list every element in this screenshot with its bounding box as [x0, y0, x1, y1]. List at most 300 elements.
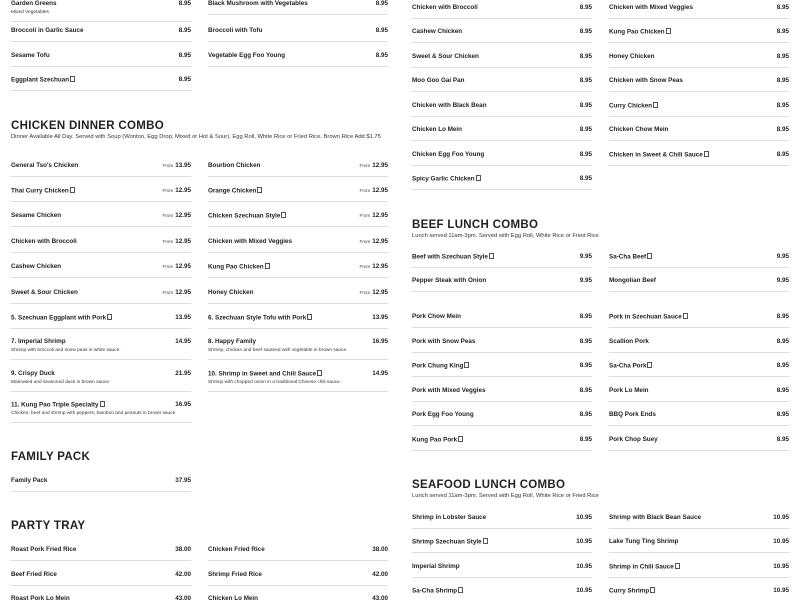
- menu-item[interactable]: [11, 187, 191, 207]
- menu-item[interactable]: [412, 587, 592, 600]
- from-label: From: [359, 239, 371, 244]
- menu-item[interactable]: [208, 595, 388, 600]
- menu-item-price: [163, 263, 191, 270]
- menu-item-price: [777, 53, 789, 60]
- menu-item[interactable]: [412, 4, 592, 24]
- menu-item-price-value: 8.95: [776, 338, 789, 345]
- menu-item[interactable]: [208, 338, 388, 360]
- menu-item-name: 6. Szechuan Style Tofu with Pork: [208, 314, 312, 322]
- from-label: From: [162, 163, 174, 168]
- spicy-icon: [100, 401, 105, 407]
- item-divider: [11, 585, 191, 586]
- menu-item[interactable]: [11, 212, 191, 232]
- menu-item[interactable]: [609, 277, 789, 297]
- menu-item[interactable]: [412, 175, 592, 195]
- menu-item-price: [360, 212, 388, 219]
- menu-item[interactable]: [208, 370, 388, 392]
- menu-item-price: [773, 587, 789, 594]
- item-divider: [609, 165, 789, 166]
- menu-item-name: Orange Chicken: [208, 187, 262, 195]
- menu-item[interactable]: [412, 277, 592, 297]
- item-divider: [208, 303, 388, 304]
- menu-item-name: Roast Pork Fried Rice: [11, 546, 77, 553]
- menu-item[interactable]: [412, 338, 592, 358]
- menu-item[interactable]: [412, 151, 592, 171]
- menu-item-price: [580, 277, 592, 284]
- section-title-beef-lunch-combo: BEEF LUNCH COMBO: [412, 219, 539, 231]
- menu-item-price: [175, 401, 191, 408]
- menu-item-price: [372, 314, 388, 321]
- spicy-icon: [489, 253, 494, 259]
- menu-item-price: [777, 77, 789, 84]
- menu-item[interactable]: [11, 546, 191, 566]
- menu-item[interactable]: [11, 595, 191, 600]
- item-divider: [208, 277, 388, 278]
- menu-item-description: Shrimp with chopped onion in a traditional Chinese chili sauce.: [208, 380, 342, 385]
- menu-item-price-value: 8.95: [776, 313, 789, 320]
- menu-item-name: Curry Shrimp: [609, 587, 655, 595]
- menu-item[interactable]: [11, 401, 191, 423]
- menu-item-price-value: 8.95: [579, 77, 592, 84]
- menu-item-price-value: 8.95: [579, 387, 592, 394]
- menu-item-price: [580, 253, 592, 260]
- menu-item[interactable]: [208, 27, 388, 47]
- menu-item-price-value: 8.95: [776, 102, 789, 109]
- menu-item-name: Sa-Cha Beef: [609, 253, 652, 261]
- menu-item[interactable]: [412, 28, 592, 48]
- menu-item-name: Broccoli with Tofu: [208, 27, 263, 34]
- menu-item-name: Shrimp in Lobster Sauce: [412, 514, 487, 521]
- menu-item[interactable]: [208, 289, 388, 309]
- spicy-icon: [257, 187, 262, 193]
- menu-item-price: [175, 338, 191, 345]
- menu-item-price: [576, 514, 592, 521]
- menu-item-name: Chicken in Sweet & Chili Sauce: [609, 151, 709, 159]
- menu-item-name: Bourbon Chicken: [208, 162, 261, 169]
- menu-item-name: Chicken with Broccoli: [412, 4, 478, 11]
- menu-item-price: [777, 411, 789, 418]
- spicy-icon: [683, 313, 688, 319]
- menu-item-price-value: 10.95: [576, 587, 592, 594]
- menu-item-name: Pork Chung King: [412, 362, 469, 370]
- item-divider: [609, 425, 789, 426]
- item-divider: [208, 41, 388, 42]
- menu-item-price: [163, 212, 191, 219]
- menu-item[interactable]: [11, 370, 191, 392]
- menu-item-price-value: 16.95: [175, 401, 191, 408]
- item-divider: [412, 352, 592, 353]
- item-divider: [208, 359, 388, 360]
- item-divider: [11, 303, 191, 304]
- menu-item-price-value: 8.95: [579, 313, 592, 320]
- menu-item-name: Pepper Steak with Onion: [412, 277, 487, 284]
- menu-item-name: Curry Chicken: [609, 102, 658, 110]
- menu-item[interactable]: [609, 28, 789, 48]
- menu-item-price-value: 8.95: [776, 436, 789, 443]
- menu-item[interactable]: [609, 411, 789, 431]
- menu-item-price-value: 8.95: [776, 53, 789, 60]
- menu-item[interactable]: [208, 187, 388, 207]
- menu-item[interactable]: [412, 411, 592, 431]
- menu-item-name: Cashew Chicken: [11, 263, 62, 270]
- menu-item-price: [777, 126, 789, 133]
- menu-item[interactable]: [11, 52, 191, 72]
- item-divider: [412, 291, 592, 292]
- menu-item-price: [372, 370, 388, 377]
- menu-item-price: [773, 538, 789, 545]
- menu-item-price: [179, 0, 191, 7]
- item-divider: [609, 577, 789, 578]
- item-divider: [11, 201, 191, 202]
- item-divider: [208, 226, 388, 227]
- item-divider: [412, 327, 592, 328]
- item-divider: [208, 176, 388, 177]
- menu-item-name: Chicken Lo Mein: [412, 126, 463, 133]
- menu-item-price-value: 8.95: [178, 52, 191, 59]
- from-label: From: [162, 213, 174, 218]
- item-divider: [412, 577, 592, 578]
- menu-item-price-value: 8.95: [776, 151, 789, 158]
- spicy-icon: [281, 212, 286, 218]
- item-divider: [11, 41, 191, 42]
- menu-item-price-value: 13.95: [175, 162, 191, 169]
- item-divider: [208, 328, 388, 329]
- menu-item-price-value: 10.95: [576, 563, 592, 570]
- menu-item[interactable]: [11, 162, 191, 182]
- item-divider: [412, 18, 592, 19]
- item-divider: [609, 401, 789, 402]
- menu-item[interactable]: [208, 52, 388, 72]
- menu-item-name: Spicy Garlic Chicken: [412, 175, 481, 183]
- menu-item[interactable]: [609, 126, 789, 146]
- menu-item-name: 11. Kung Pao Triple Specialty: [11, 401, 105, 409]
- menu-item-price: [580, 338, 592, 345]
- menu-item[interactable]: [11, 76, 191, 96]
- menu-item-description: Shrimp with broccoli and snow peas in white sauce.: [11, 348, 121, 353]
- menu-item-price-value: 9.95: [776, 253, 789, 260]
- from-label: From: [359, 213, 371, 218]
- item-divider: [11, 66, 191, 67]
- menu-item-name: BBQ Pork Ends: [609, 411, 656, 418]
- item-divider: [208, 66, 388, 67]
- menu-item-price: [773, 514, 789, 521]
- menu-item-price-value: 43.00: [175, 595, 191, 600]
- menu-item-price-value: 42.00: [372, 571, 388, 578]
- menu-item-price-value: 12.95: [372, 238, 388, 245]
- menu-item-name: Sweet & Sour Chicken: [11, 289, 78, 296]
- menu-item[interactable]: [208, 263, 388, 283]
- item-divider: [609, 140, 789, 141]
- menu-item[interactable]: [609, 436, 789, 456]
- menu-item[interactable]: [11, 338, 191, 360]
- menu-item-name: Chicken with Broccoli: [11, 238, 77, 245]
- menu-item-price-value: 12.95: [372, 263, 388, 270]
- menu-item-name: Honey Chicken: [609, 53, 655, 60]
- item-divider: [609, 450, 789, 451]
- menu-item[interactable]: [609, 587, 789, 600]
- menu-item[interactable]: [412, 362, 592, 382]
- menu-item-name: Honey Chicken: [208, 289, 254, 296]
- item-divider: [412, 140, 592, 141]
- menu-item-name: Sesame Tofu: [11, 52, 50, 59]
- menu-item[interactable]: [208, 0, 388, 20]
- menu-item[interactable]: [208, 571, 388, 591]
- menu-item-description: Shrimp, chicken and beef sauteed with vegetable in brown sauce.: [208, 348, 348, 353]
- left-menu-column: [11, 0, 391, 600]
- item-divider: [609, 327, 789, 328]
- menu-item[interactable]: [609, 102, 789, 122]
- menu-item-price: [777, 436, 789, 443]
- menu-item-price: [580, 53, 592, 60]
- menu-item-name: Imperial Shrimp: [412, 563, 460, 570]
- menu-item[interactable]: [208, 212, 388, 232]
- menu-item-name: Sesame Chicken: [11, 212, 62, 219]
- menu-item[interactable]: [609, 313, 789, 333]
- menu-item-name: Broccoli in Garlic Sauce: [11, 27, 84, 34]
- menu-item[interactable]: [609, 77, 789, 97]
- menu-item-price-value: 8.95: [579, 53, 592, 60]
- menu-item-name: Pork in Szechuan Sauce: [609, 313, 688, 321]
- menu-item[interactable]: [11, 571, 191, 591]
- menu-item-price: [576, 538, 592, 545]
- menu-item[interactable]: [11, 238, 191, 258]
- menu-item-price-value: 10.95: [773, 514, 789, 521]
- menu-item-price-value: 8.95: [776, 126, 789, 133]
- menu-item-price-value: 9.95: [579, 277, 592, 284]
- menu-item[interactable]: [412, 77, 592, 97]
- menu-item-price: [773, 563, 789, 570]
- spicy-icon: [458, 436, 463, 442]
- menu-item[interactable]: [11, 0, 191, 22]
- menu-item-price-value: 8.95: [178, 27, 191, 34]
- menu-item-price: [777, 277, 789, 284]
- menu-item[interactable]: [11, 27, 191, 47]
- menu-item[interactable]: [609, 563, 789, 583]
- menu-item[interactable]: [412, 53, 592, 73]
- from-label: From: [162, 264, 174, 269]
- menu-item[interactable]: [609, 538, 789, 558]
- menu-item-name: 5. Szechuan Eggplant with Pork: [11, 314, 112, 322]
- spicy-icon: [675, 563, 680, 569]
- menu-item-price-value: 14.95: [175, 338, 191, 345]
- menu-item-price-value: 8.95: [579, 436, 592, 443]
- menu-item-price-value: 10.95: [773, 587, 789, 594]
- menu-item-name: Kung Pao Pork: [412, 436, 463, 444]
- menu-item[interactable]: [208, 546, 388, 566]
- menu-item-name: Cashew Chicken: [412, 28, 463, 35]
- menu-item-price-value: 12.95: [372, 187, 388, 194]
- menu-item[interactable]: [609, 4, 789, 24]
- menu-item-name: Beef with Szechuan Style: [412, 253, 494, 261]
- item-divider: [412, 552, 592, 553]
- item-divider: [412, 67, 592, 68]
- menu-item-name: Mongolian Beef: [609, 277, 656, 284]
- menu-item-price: [580, 77, 592, 84]
- menu-item-price: [576, 587, 592, 594]
- item-divider: [412, 267, 592, 268]
- item-divider: [609, 116, 789, 117]
- from-label: From: [359, 163, 371, 168]
- item-divider: [609, 42, 789, 43]
- menu-item-price-value: 14.95: [372, 370, 388, 377]
- menu-item-price-value: 38.00: [372, 546, 388, 553]
- menu-item-name: Thai Curry Chicken: [11, 187, 75, 195]
- menu-item-price: [163, 289, 191, 296]
- menu-item[interactable]: [412, 126, 592, 146]
- menu-item[interactable]: [208, 238, 388, 258]
- menu-item-name: Scallion Pork: [609, 338, 649, 345]
- menu-item-price-value: 8.95: [579, 102, 592, 109]
- item-divider: [609, 352, 789, 353]
- menu-item[interactable]: [609, 253, 789, 273]
- menu-item-price: [777, 28, 789, 35]
- menu-item-price-value: 16.95: [372, 338, 388, 345]
- menu-item[interactable]: [609, 387, 789, 407]
- menu-item[interactable]: [609, 514, 789, 534]
- menu-item-name: 8. Happy Family: [208, 338, 256, 345]
- menu-item-price-value: 8.95: [776, 387, 789, 394]
- menu-item-name: Shrimp Fried Rice: [208, 571, 262, 578]
- menu-item[interactable]: [609, 151, 789, 171]
- menu-item-name: Roast Pork Lo Mein: [11, 595, 70, 600]
- menu-item-name: Lake Tung Ting Shrimp: [609, 538, 679, 545]
- menu-item[interactable]: [609, 362, 789, 382]
- menu-item[interactable]: [412, 102, 592, 122]
- menu-item-price-value: 10.95: [576, 514, 592, 521]
- menu-item-price-value: 37.95: [175, 477, 191, 484]
- spicy-icon: [464, 362, 469, 368]
- item-divider: [412, 425, 592, 426]
- menu-item-price: [580, 411, 592, 418]
- from-label: From: [359, 264, 371, 269]
- menu-item-price: [372, 546, 388, 553]
- section-title-family-pack: FAMILY PACK: [11, 451, 91, 463]
- menu-item-price: [175, 571, 191, 578]
- menu-item-price: [376, 0, 388, 7]
- item-divider: [11, 560, 191, 561]
- item-divider: [609, 552, 789, 553]
- menu-item-price-value: 43.00: [372, 595, 388, 600]
- menu-item-price-value: 12.95: [372, 162, 388, 169]
- menu-item[interactable]: [11, 314, 191, 334]
- item-divider: [11, 359, 191, 360]
- menu-item-name: 9. Crispy Duck: [11, 370, 55, 377]
- menu-item-price: [580, 102, 592, 109]
- menu-item[interactable]: [609, 53, 789, 73]
- menu-item-price-value: 8.95: [178, 0, 191, 7]
- item-divider: [11, 391, 191, 392]
- menu-item-price-value: 9.95: [776, 277, 789, 284]
- menu-item[interactable]: [412, 538, 592, 558]
- menu-item-price: [175, 314, 191, 321]
- item-divider: [609, 267, 789, 268]
- menu-item-name: Moo Goo Gai Pan: [412, 77, 465, 84]
- from-label: From: [162, 239, 174, 244]
- menu-item-price-value: 8.95: [776, 28, 789, 35]
- section-subtitle-seafood-lunch-combo: Lunch served 11am-3pm. Served with Egg Roll, White Rice or Fried Rice: [412, 493, 599, 499]
- menu-item[interactable]: [412, 514, 592, 534]
- menu-item[interactable]: [412, 313, 592, 333]
- item-divider: [609, 376, 789, 377]
- item-divider: [208, 391, 388, 392]
- section-title-seafood-lunch-combo: SEAFOOD LUNCH COMBO: [412, 479, 566, 491]
- menu-item-price: [777, 338, 789, 345]
- item-divider: [412, 528, 592, 529]
- menu-item-price-value: 8.95: [776, 411, 789, 418]
- menu-item-name: General Tso's Chicken: [11, 162, 79, 169]
- menu-item[interactable]: [208, 314, 388, 334]
- menu-item-name: Chicken with Snow Peas: [609, 77, 683, 84]
- menu-item-price: [580, 436, 592, 443]
- menu-item-price: [372, 571, 388, 578]
- menu-item[interactable]: [412, 436, 592, 456]
- menu-item-name: Black Mushroom with Vegetables: [208, 0, 308, 7]
- menu-item-price: [372, 338, 388, 345]
- menu-item-name: Chicken with Mixed Veggies: [609, 4, 693, 11]
- item-divider: [412, 189, 592, 190]
- menu-item-price-value: 8.95: [579, 338, 592, 345]
- section-title-party-tray: PARTY TRAY: [11, 520, 86, 532]
- menu-item-price: [372, 595, 388, 600]
- item-divider: [412, 42, 592, 43]
- item-divider: [609, 528, 789, 529]
- spicy-icon: [666, 28, 671, 34]
- spicy-icon: [70, 187, 75, 193]
- menu-item-price: [580, 28, 592, 35]
- menu-item[interactable]: [412, 563, 592, 583]
- menu-item[interactable]: [11, 289, 191, 309]
- spicy-icon: [653, 102, 658, 108]
- menu-item-price: [175, 477, 191, 484]
- menu-item-price: [777, 387, 789, 394]
- menu-item-price: [163, 187, 191, 194]
- menu-item[interactable]: [412, 387, 592, 407]
- menu-item-price: [580, 175, 592, 182]
- menu-item-price: [777, 362, 789, 369]
- menu-item[interactable]: [208, 162, 388, 182]
- menu-item-price: [175, 370, 191, 377]
- menu-item[interactable]: [609, 338, 789, 358]
- menu-item-description: Mixed Vegetables: [11, 10, 49, 15]
- menu-item-price: [360, 162, 388, 169]
- menu-item-price: [576, 563, 592, 570]
- menu-item-price-value: 10.95: [773, 563, 789, 570]
- menu-item-description: Marinated and seasoned duck in brown sauce.: [11, 380, 111, 385]
- menu-item-price: [580, 362, 592, 369]
- menu-item[interactable]: [412, 253, 592, 273]
- menu-item-price: [163, 162, 191, 169]
- menu-item[interactable]: [11, 477, 191, 497]
- menu-item[interactable]: [11, 263, 191, 283]
- spicy-icon: [647, 253, 652, 259]
- menu-item-name: Family Pack: [11, 477, 48, 484]
- menu-item-price-value: 8.95: [579, 362, 592, 369]
- right-menu-column: [412, 0, 790, 600]
- item-divider: [11, 328, 191, 329]
- menu-item-price-value: 12.95: [175, 289, 191, 296]
- menu-item-price-value: 8.95: [579, 126, 592, 133]
- menu-item-name: Pork with Mixed Veggies: [412, 387, 486, 394]
- from-label: From: [359, 290, 371, 295]
- item-divider: [609, 91, 789, 92]
- menu-item-price: [777, 4, 789, 11]
- menu-item-price-value: 8.95: [579, 151, 592, 158]
- menu-item-name: Chicken Szechuan Style: [208, 212, 286, 220]
- from-label: From: [162, 188, 174, 193]
- menu-item-price-value: 42.00: [175, 571, 191, 578]
- menu-item-price: [580, 387, 592, 394]
- menu-item-price: [179, 27, 191, 34]
